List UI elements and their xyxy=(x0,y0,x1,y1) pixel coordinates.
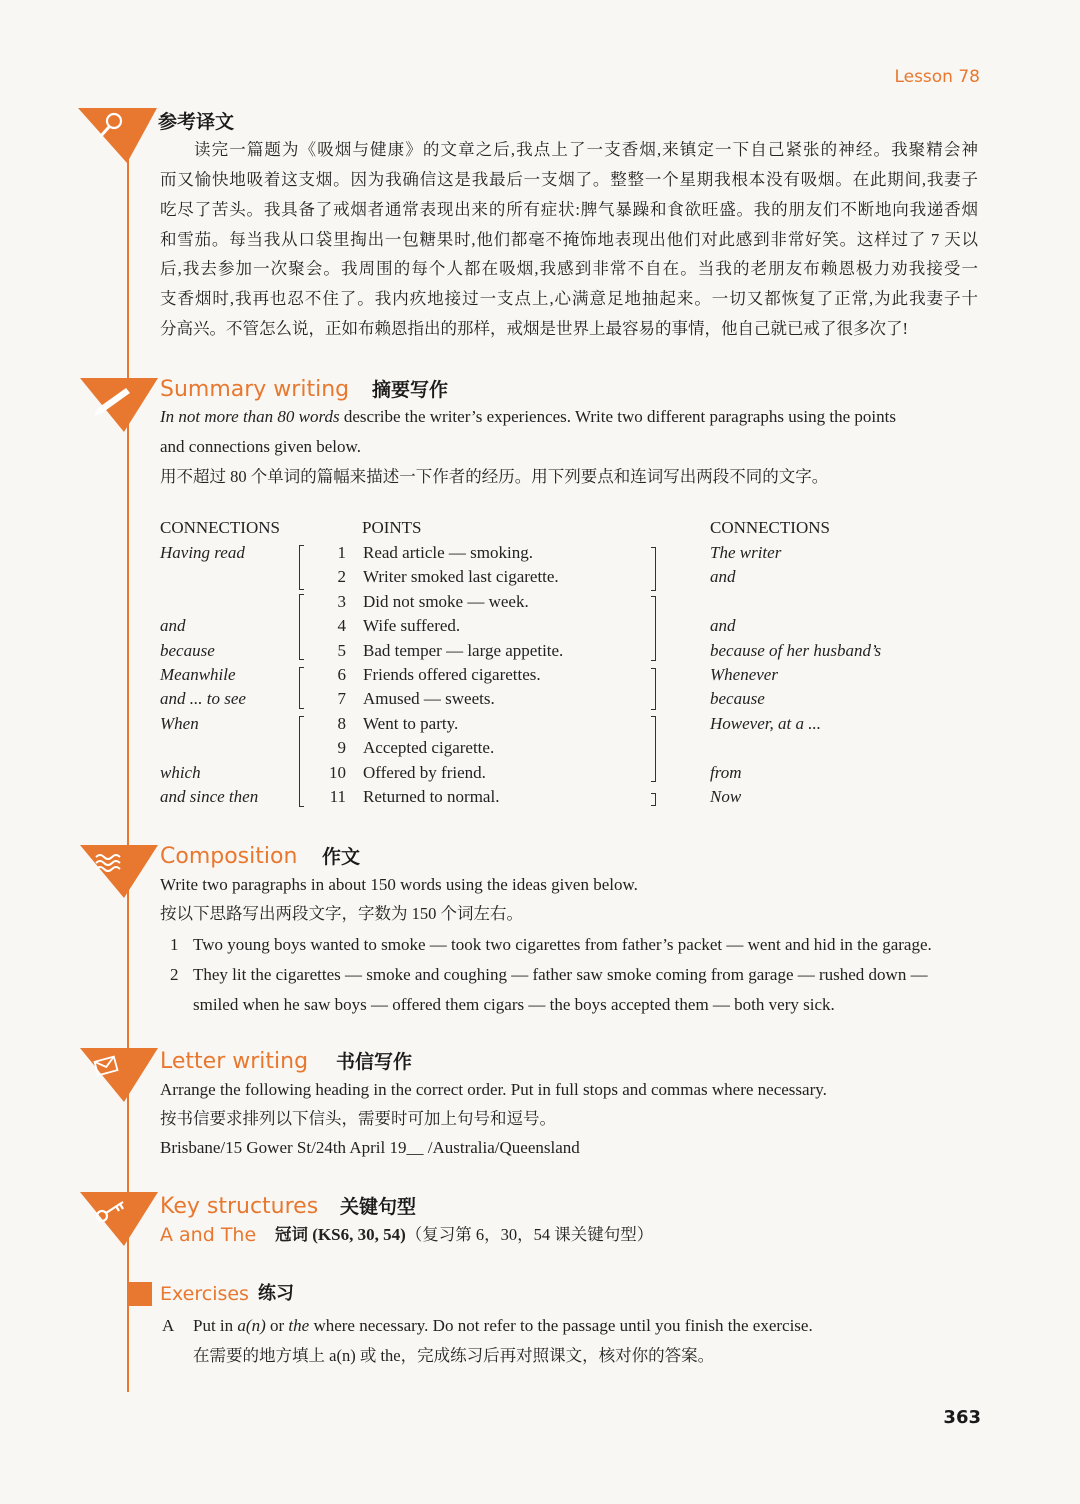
point-number: 6 xyxy=(337,665,346,684)
table-header-connections-right: CONNECTIONS xyxy=(710,518,830,537)
point-number: 1 xyxy=(337,543,346,562)
bracket-right xyxy=(651,668,656,710)
key-structures-title-zh: 关键句型 xyxy=(340,1196,417,1218)
connection-left: and xyxy=(160,616,186,636)
page-number: 363 xyxy=(943,1407,981,1428)
table-header-connections-left: CONNECTIONS xyxy=(160,518,280,537)
point-text: Friends offered cigarettes. xyxy=(363,665,541,684)
letter-instruction: Arrange the following heading in the correct order. Put in full stops and commas where necessary. xyxy=(160,1080,827,1099)
point-text: Returned to normal. xyxy=(363,787,500,806)
translation-title: 参考译文 xyxy=(158,111,235,133)
connection-right: The writer xyxy=(710,543,782,562)
point-number: 2 xyxy=(337,567,346,587)
connection-left: and ... to see xyxy=(160,689,246,709)
connection-left: Meanwhile xyxy=(160,665,236,684)
lesson-label: Lesson 78 xyxy=(894,67,980,87)
summary-instruction-rest: describe the writer’s experiences. Write two different paragraphs using the points xyxy=(339,407,896,426)
connection-left: and since then xyxy=(160,787,259,806)
exercises-title-zh: 练习 xyxy=(258,1283,294,1304)
point-number: 9 xyxy=(337,738,346,758)
point-text: Amused — sweets. xyxy=(363,689,495,709)
exercise-instruction-zh: 在需要的地方填上 a(n) 或 the，完成练习后再对照课文，核对你的答案。 xyxy=(193,1346,715,1365)
connection-right: from xyxy=(710,762,742,782)
table-row xyxy=(0,663,1080,687)
exercise-instruction-part: where necessary. Do not refer to the passage until you finish the exercise. xyxy=(309,1316,813,1335)
point-text: Writer smoked last cigarette. xyxy=(363,567,559,587)
bracket-left xyxy=(299,594,304,660)
composition-item-number: 2 xyxy=(170,965,179,984)
pencil-icon xyxy=(94,388,130,416)
connection-right: Now xyxy=(710,787,742,806)
point-text: Did not smoke — week. xyxy=(363,591,529,611)
key-structures-ref-zh: （复习第 6，30，54 课关键句型） xyxy=(405,1225,654,1244)
summary-instruction-line2: and connections given below. xyxy=(160,437,361,456)
bracket-right xyxy=(651,547,656,591)
composition-item-number: 1 xyxy=(170,935,179,954)
connection-right: and xyxy=(710,567,736,587)
connection-left: When xyxy=(160,713,199,733)
table-row xyxy=(0,736,1080,760)
connection-left: because xyxy=(160,640,215,660)
point-text: Went to party. xyxy=(363,713,459,733)
exercise-instruction-part: the xyxy=(288,1316,310,1335)
table-row xyxy=(0,639,1080,663)
summary-title: Summary writing xyxy=(160,377,350,402)
table-row xyxy=(0,687,1080,711)
summary-instruction-italic: In not more than 80 words xyxy=(160,407,340,426)
point-number: 8 xyxy=(337,713,346,733)
magnifier-icon xyxy=(100,114,121,137)
key-structures-topic-zh: 冠词 xyxy=(275,1225,308,1244)
key-icon xyxy=(97,1202,123,1221)
point-text: Accepted cigarette. xyxy=(363,738,495,758)
translation-line: 后,我去参加一次聚会。我周围的每个人都在吸烟,我感到非常不自在。当我的老朋友布赖恩极力劝我接受一 xyxy=(160,259,978,278)
exercise-instruction xyxy=(193,1311,813,1341)
point-text: Read article — smoking. xyxy=(363,543,533,562)
section-marker-summary xyxy=(80,378,158,432)
point-text: Wife suffered. xyxy=(363,616,461,636)
composition-title-zh: 作文 xyxy=(322,846,361,868)
connection-right: However, at a ... xyxy=(710,713,821,733)
exercise-instruction-part: a(n) xyxy=(237,1316,266,1335)
table-row xyxy=(0,712,1080,736)
key-structures-title: Key structures xyxy=(160,1194,319,1219)
connection-left: Having read xyxy=(160,543,245,562)
bracket-left xyxy=(299,545,304,590)
connection-right: because of her husband’s xyxy=(710,640,882,660)
point-number: 5 xyxy=(337,640,346,660)
point-number: 10 xyxy=(329,762,346,782)
translation-line: 而又愉快地吸着这支烟。因为我确信这是我最后一支烟了。整整一个星期我根本没有吸烟。在此期间,我妻子 xyxy=(160,170,978,189)
composition-instruction: Write two paragraphs in about 150 words using the ideas given below. xyxy=(160,875,638,894)
envelope-icon xyxy=(95,1057,118,1076)
summary-title-zh: 摘要写作 xyxy=(372,379,449,401)
connection-left: which xyxy=(160,762,201,782)
composition-item-text: smiled when he saw boys — offered them cigars — the boys accepted them — both very sick. xyxy=(193,995,835,1014)
translation-line: 分高兴。不管怎么说，正如布赖恩指出的那样，戒烟是世界上最容易的事情，他自己就已戒了很多次了! xyxy=(160,319,908,338)
table-header-points: POINTS xyxy=(362,518,422,537)
table-row xyxy=(0,541,1080,565)
exercise-instruction-part: or xyxy=(265,1316,289,1335)
section-marker-key-structures xyxy=(80,1192,158,1246)
composition-item-text: Two young boys wanted to smoke — took two cigarettes from father’s packet — went and hid in the garage. xyxy=(193,935,932,954)
point-text: Bad temper — large appetite. xyxy=(363,640,564,660)
translation-line: 支香烟时,我再也忍不住了。我内疚地接过一支点上,心满意足地抽起来。一切又都恢复了正常,为此我妻子十 xyxy=(160,289,978,308)
bracket-right xyxy=(651,716,656,782)
section-marker-translation xyxy=(78,108,157,163)
composition-title: Composition xyxy=(160,844,298,869)
point-number: 7 xyxy=(337,689,346,709)
key-structures-reference xyxy=(275,1220,653,1250)
connection-right: and xyxy=(710,616,736,636)
letter-title: Letter writing xyxy=(160,1049,309,1074)
section-marker-letter xyxy=(80,1048,158,1102)
table-row xyxy=(0,565,1080,589)
exercises-title: Exercises xyxy=(160,1283,249,1305)
summary-instruction-zh: 用不超过 80 个单词的篇幅来描述一下作者的经历。用下列要点和连词写出两段不同的文字。 xyxy=(160,467,829,486)
letter-instruction-zh: 按书信要求排列以下信头，需要时可加上句号和逗号。 xyxy=(160,1109,556,1128)
point-number: 3 xyxy=(337,591,346,611)
bracket-left xyxy=(299,716,304,807)
translation-line: 读完一篇题为《吸烟与健康》的文章之后,我点上了一支香烟,来镇定一下自己紧张的神经。我聚精会神 xyxy=(194,140,978,159)
table-row xyxy=(0,590,1080,614)
bracket-left xyxy=(299,667,304,709)
translation-line: 和雪茄。每当我从口袋里掏出一包糖果时,他们都毫不掩饰地表现出他们对此感到非常好笑。这样过了 7 天以 xyxy=(160,230,978,249)
exercises-marker xyxy=(128,1282,152,1306)
connection-right: because xyxy=(710,689,765,709)
point-number: 11 xyxy=(329,787,346,806)
point-text: Offered by friend. xyxy=(363,762,486,782)
table-row xyxy=(0,785,1080,809)
exercise-label: A xyxy=(162,1316,175,1335)
table-row xyxy=(0,614,1080,638)
table-row xyxy=(0,761,1080,785)
point-number: 4 xyxy=(337,616,346,636)
section-marker-composition xyxy=(80,845,158,898)
letter-title-zh: 书信写作 xyxy=(336,1051,413,1073)
bracket-right xyxy=(651,596,656,661)
translation-line: 吃尽了苦头。我具备了戒烟者通常表现出来的所有症状:脾气暴躁和食欲旺盛。我的朋友们不断地向我递香烟 xyxy=(160,200,978,219)
letter-heading-items: Brisbane/15 Gower St/24th April 19__ /Australia/Queensland xyxy=(160,1138,580,1157)
exercise-instruction-part: Put in xyxy=(193,1316,238,1335)
composition-instruction-zh: 按以下思路写出两段文字，字数为 150 个词左右。 xyxy=(160,904,523,923)
key-structures-ref: (KS6, 30, 54) xyxy=(312,1225,406,1244)
wave-lines-icon xyxy=(96,855,120,871)
composition-item-text: They lit the cigarettes — smoke and coughing — father saw smoke coming from garage — rushed down — xyxy=(193,965,928,984)
summary-instruction xyxy=(160,402,896,432)
bracket-right xyxy=(651,793,656,806)
key-structures-topic: A and The xyxy=(160,1224,257,1246)
connection-right: Whenever xyxy=(710,665,778,684)
